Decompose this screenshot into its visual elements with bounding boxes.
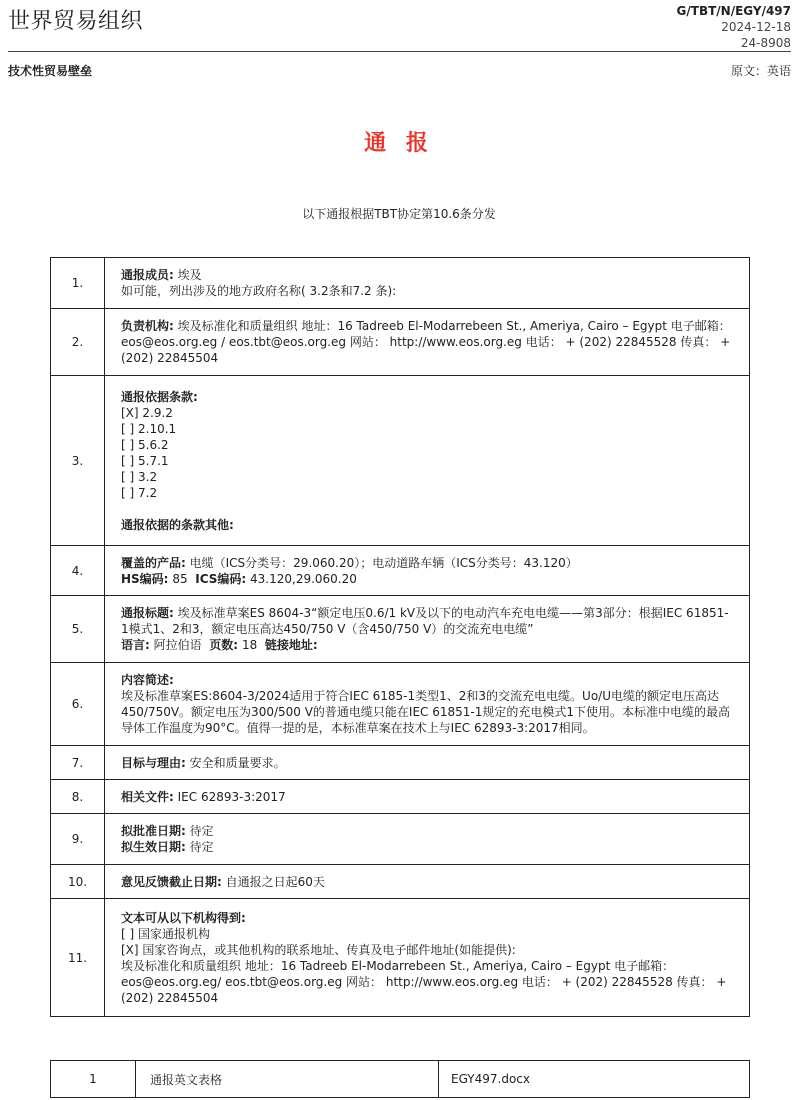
meta-line xyxy=(121,637,734,653)
row-content xyxy=(105,899,750,1017)
row-content xyxy=(105,814,750,865)
table-row xyxy=(51,376,750,546)
field-value: 埃及标准草案ES 8604-3“额定电压0.6/1 kV及以下的电动汽车充电电缆——第3部分：根据IEC 61851-1模式1、2和3，额定电压高达450/750 V（含450/750 V）的交流充电电缆” xyxy=(121,606,729,636)
row-number: 6. xyxy=(51,663,105,746)
table-row xyxy=(51,258,750,309)
field-label: 语言: xyxy=(121,638,150,652)
row-number: 2. xyxy=(51,309,105,376)
field-value: 埃及 xyxy=(177,268,202,282)
field-label: 拟生效日期: xyxy=(121,840,186,854)
row-content xyxy=(105,780,750,814)
org-title: 世界贸易组织 xyxy=(8,9,144,34)
table-row xyxy=(51,596,750,663)
document-date: 2024-12-18 xyxy=(721,20,791,34)
original-language: 原文：英语 xyxy=(730,64,791,78)
field-label: 拟批准日期: xyxy=(121,824,186,838)
clause-option: [ ] 3.2 xyxy=(121,469,158,484)
row-content xyxy=(105,309,750,376)
field-value: 电缆（ICS分类号：29.060.20）；电动道路车辆（ICS分类号：43.120） xyxy=(189,555,578,570)
row-content xyxy=(105,663,750,746)
field-label: 通报依据的条款其他: xyxy=(121,517,234,532)
document-symbol: G/TBT/N/EGY/497 xyxy=(676,4,791,18)
field-label: 页数: xyxy=(209,638,239,652)
field-value: 埃及标准化和质量组织 地址：16 Tadreeb El-Modarrebeen St., Ameriya, Cairo – Egypt 电子邮箱： eos@eos.org.eg / eos.tbt@eos.org.eg 网站： http://www.eos.org.eg 电话： + (202) 22845528 传真： + (202) 22845504 xyxy=(121,319,731,365)
clause-option: [ ] 2.10.1 xyxy=(121,421,177,436)
row-number: 3. xyxy=(51,376,105,546)
table-row xyxy=(51,663,750,746)
field-note: 如可能，列出涉及的地方政府名称( 3.2条和7.2 条): xyxy=(121,284,397,298)
source-option: [ ] 国家通报机构 xyxy=(121,926,210,941)
document-number: 24-8908 xyxy=(740,36,791,50)
field-label: 内容简述: xyxy=(121,673,174,687)
header-divider xyxy=(8,51,791,52)
table-row xyxy=(51,899,750,1017)
field-value: 埃及标准草案ES:8604-3/2024适用于符合IEC 6185-1类型1、2和3的交流充电电缆。Uo/U电缆的额定电压高达450/750V。额定电压为300/500 V的普通电缆只能在IEC 61851-1规定的充电模式1下使用。本标准中电缆的最高导体工作温度为90°C。值得一提的是，本标准草案在技术上与IEC 62893-3:2017相同。 xyxy=(121,689,731,735)
row-content xyxy=(105,546,750,596)
field-label: 通报依据条款: xyxy=(121,389,198,404)
field-label: 通报成员: xyxy=(121,268,174,282)
field-value: 埃及标准化和质量组织 地址：16 Tadreeb El-Modarrebeen St., Ameriya, Cairo – Egypt 电子邮箱： eos@eos.org.eg/ eos.tbt@eos.org.eg 网站： http://www.eos.org.eg 电话： + (202) 22845528 传真： + (202) 22845504 xyxy=(121,958,727,1005)
table-row xyxy=(51,780,750,814)
row-number: 1. xyxy=(51,258,105,309)
attachment-index: 1 xyxy=(51,1061,136,1098)
clause-option: [ ] 7.2 xyxy=(121,485,158,500)
row-content xyxy=(105,258,750,309)
field-label: 意见反馈截止日期: xyxy=(121,874,222,889)
row-number: 7. xyxy=(51,746,105,780)
field-value: 阿拉伯语 xyxy=(153,638,202,652)
row-number: 4. xyxy=(51,546,105,596)
field-label: 链接地址: xyxy=(264,638,318,652)
field-label: 目标与理由: xyxy=(121,755,186,770)
field-value: IEC 62893-3:2017 xyxy=(177,789,286,804)
attachment-table xyxy=(50,1060,750,1098)
field-value: 自通报之日起60天 xyxy=(225,874,325,889)
document-symbol-block xyxy=(677,3,791,51)
notification-subtitle: 以下通报根据TBT协定第10.6条分发 xyxy=(302,207,496,221)
attachment-name: 通报英文表格 xyxy=(136,1061,439,1098)
source-option: [X] 国家咨询点，或其他机构的联系地址、传真及电子邮件地址(如能提供): xyxy=(121,942,516,957)
attachment-file-link[interactable]: EGY497.docx xyxy=(439,1061,750,1098)
spacer xyxy=(121,501,734,517)
row-number: 9. xyxy=(51,814,105,865)
table-row xyxy=(51,865,750,899)
field-label: 通报标题: xyxy=(121,606,174,620)
notification-table xyxy=(50,257,750,1017)
field-value: 18 xyxy=(241,638,258,652)
row-number: 10. xyxy=(51,865,105,899)
field-value: 85 xyxy=(172,571,188,586)
field-label: HS编码: xyxy=(121,571,169,586)
row-content xyxy=(105,865,750,899)
table-row xyxy=(51,546,750,596)
row-number: 11. xyxy=(51,899,105,1017)
field-label: ICS编码: xyxy=(195,571,247,586)
field-label: 负责机构: xyxy=(121,319,174,333)
row-number: 5. xyxy=(51,596,105,663)
field-label: 相关文件: xyxy=(121,789,174,804)
table-row xyxy=(51,1061,750,1098)
code-line xyxy=(121,571,734,587)
table-row xyxy=(51,814,750,865)
row-content xyxy=(105,596,750,663)
field-value: 待定 xyxy=(189,840,214,854)
row-content xyxy=(105,746,750,780)
field-value: 安全和质量要求。 xyxy=(189,755,286,770)
committee-name: 技术性贸易壁垒 xyxy=(8,64,93,78)
field-value: 43.120,29.060.20 xyxy=(250,571,357,586)
clause-option: [ ] 5.6.2 xyxy=(121,437,169,452)
clause-option: [X] 2.9.2 xyxy=(121,405,173,420)
field-label: 文本可从以下机构得到: xyxy=(121,910,246,925)
clause-option: [ ] 5.7.1 xyxy=(121,453,169,468)
notification-title: 通 报 xyxy=(364,131,434,156)
field-value: 待定 xyxy=(189,824,214,838)
table-row xyxy=(51,309,750,376)
table-row xyxy=(51,746,750,780)
field-label: 覆盖的产品: xyxy=(121,555,186,570)
row-content xyxy=(105,376,750,546)
row-number: 8. xyxy=(51,780,105,814)
